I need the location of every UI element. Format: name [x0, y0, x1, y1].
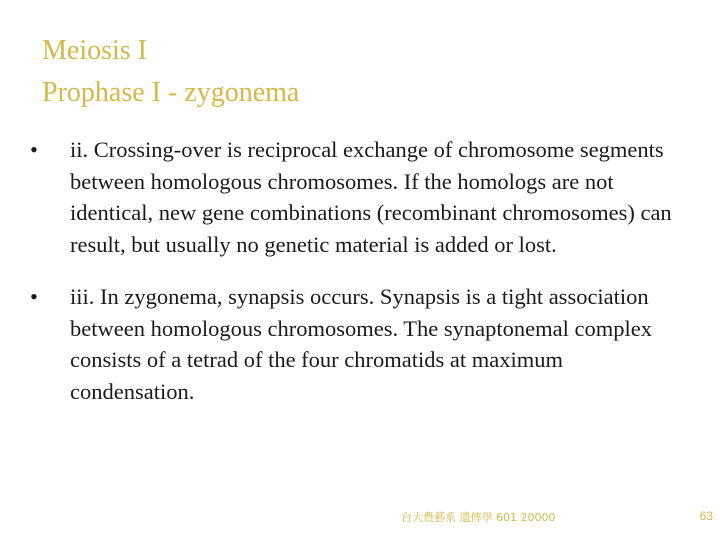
bullet-marker: • [30, 137, 38, 162]
bullet-text: iii. In zygonema, synapsis occurs. Synapsis is a tight association between homologous chromosomes. The synaptonemal complex consists of a tetrad of the four chromatids at maximum condensation. [70, 284, 652, 404]
bullet-item [30, 281, 690, 407]
footer-text: 台大農藝系 遺傳學 601 20000 [401, 511, 556, 524]
title-line-2: Prophase I - zygonema [42, 77, 300, 108]
title-line-1: Meiosis I [42, 35, 147, 66]
page-number: 63 [699, 509, 713, 523]
bullet-marker: • [30, 284, 38, 309]
bullet-item [30, 134, 690, 260]
bullet-list [30, 134, 690, 428]
bullet-text: ii. Crossing-over is reciprocal exchange of chromosome segments between homologous chromosomes. If the homologs are not identical, new gene combinations (recombinant chromosomes) can result, but usually no genetic material is added or lost. [70, 137, 672, 257]
slide-title [42, 30, 299, 114]
